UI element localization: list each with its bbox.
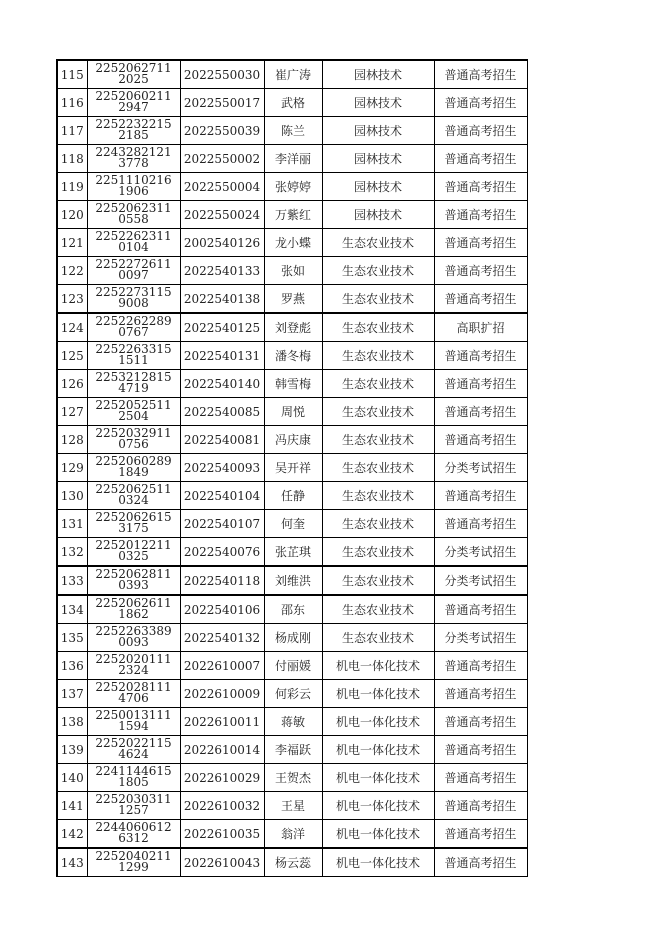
- name-cell: 刘维洪: [264, 566, 322, 595]
- major-cell: 机电一体化技术: [322, 736, 434, 764]
- id-number-cell: [87, 595, 180, 624]
- admission-type-cell: 普通高考招生: [434, 201, 527, 229]
- row-number-cell: 128: [57, 426, 87, 454]
- admission-type-cell: 普通高考招生: [434, 257, 527, 285]
- major-cell: 生态农业技术: [322, 398, 434, 426]
- id-number-text: 22520602112947: [95, 89, 172, 114]
- name-cell: 冯庆康: [264, 426, 322, 454]
- admission-type-cell: 普通高考招生: [434, 117, 527, 145]
- table-row: [57, 538, 527, 567]
- major-cell: 机电一体化技术: [322, 652, 434, 680]
- id-number-text: 22522622890767: [95, 314, 172, 339]
- name-cell: 韩雪梅: [264, 370, 322, 398]
- row-number-cell: 130: [57, 482, 87, 510]
- admission-type-cell: 普通高考招生: [434, 595, 527, 624]
- name-cell: 邵东: [264, 595, 322, 624]
- student-number-cell: 2022550017: [180, 89, 264, 117]
- name-cell: 杨成刚: [264, 624, 322, 652]
- major-cell: 机电一体化技术: [322, 764, 434, 792]
- row-number-cell: 127: [57, 398, 87, 426]
- admission-type-cell: 普通高考招生: [434, 145, 527, 173]
- admission-type-cell: 分类考试招生: [434, 624, 527, 652]
- table-row: [57, 482, 527, 510]
- row-number-cell: 139: [57, 736, 87, 764]
- name-cell: 李洋丽: [264, 145, 322, 173]
- major-cell: 生态农业技术: [322, 595, 434, 624]
- name-cell: 何彩云: [264, 680, 322, 708]
- id-number-text: 22520628110393: [95, 567, 172, 592]
- id-number-text: 22440606126312: [95, 820, 172, 845]
- student-number-cell: 2022540107: [180, 510, 264, 538]
- table-row: [57, 313, 527, 342]
- major-cell: 生态农业技术: [322, 482, 434, 510]
- row-number-cell: 143: [57, 848, 87, 877]
- major-cell: 机电一体化技术: [322, 680, 434, 708]
- name-cell: 崔广涛: [264, 60, 322, 89]
- table-row: [57, 510, 527, 538]
- name-cell: 张芷琪: [264, 538, 322, 567]
- student-number-cell: 2022610035: [180, 820, 264, 849]
- admission-type-cell: 普通高考招生: [434, 736, 527, 764]
- row-number-cell: 119: [57, 173, 87, 201]
- student-number-cell: 2002540126: [180, 229, 264, 257]
- student-number-cell: 2022540076: [180, 538, 264, 567]
- major-cell: 生态农业技术: [322, 538, 434, 567]
- name-cell: 蒋敏: [264, 708, 322, 736]
- id-number-text: 22520201112324: [95, 652, 172, 677]
- major-cell: 生态农业技术: [322, 342, 434, 370]
- student-number-cell: 2022550039: [180, 117, 264, 145]
- name-cell: 王星: [264, 792, 322, 820]
- major-cell: 生态农业技术: [322, 229, 434, 257]
- student-number-cell: 2022540104: [180, 482, 264, 510]
- name-cell: 陈兰: [264, 117, 322, 145]
- major-cell: 园林技术: [322, 117, 434, 145]
- admission-type-cell: 普通高考招生: [434, 848, 527, 877]
- student-number-cell: 2022540106: [180, 595, 264, 624]
- id-number-cell: [87, 370, 180, 398]
- name-cell: 翁洋: [264, 820, 322, 849]
- table-row: [57, 370, 527, 398]
- id-number-text: 22520623110558: [95, 201, 172, 226]
- admission-type-cell: 普通高考招生: [434, 510, 527, 538]
- admission-type-cell: 普通高考招生: [434, 426, 527, 454]
- id-number-text: 22522322152185: [95, 117, 172, 142]
- id-number-cell: [87, 538, 180, 567]
- major-cell: 园林技术: [322, 60, 434, 89]
- id-number-cell: [87, 60, 180, 89]
- row-number-cell: 137: [57, 680, 87, 708]
- major-cell: 生态农业技术: [322, 257, 434, 285]
- major-cell: 生态农业技术: [322, 624, 434, 652]
- id-number-text: 22520402111299: [95, 849, 172, 874]
- major-cell: 园林技术: [322, 173, 434, 201]
- table-row: [57, 285, 527, 314]
- table-row: [57, 764, 527, 792]
- major-cell: 机电一体化技术: [322, 708, 434, 736]
- id-number-text: 22522623110104: [95, 229, 172, 254]
- id-number-cell: [87, 764, 180, 792]
- id-number-cell: [87, 117, 180, 145]
- row-number-cell: 132: [57, 538, 87, 567]
- id-number-text: 22520221154624: [95, 736, 172, 761]
- id-number-cell: [87, 342, 180, 370]
- id-number-cell: [87, 398, 180, 426]
- table-row: [57, 426, 527, 454]
- id-number-cell: [87, 652, 180, 680]
- admission-type-cell: 普通高考招生: [434, 820, 527, 849]
- table-row: [57, 173, 527, 201]
- major-cell: 生态农业技术: [322, 454, 434, 482]
- table-row: [57, 454, 527, 482]
- row-number-cell: 120: [57, 201, 87, 229]
- id-number-text: 22520626111862: [95, 596, 172, 621]
- student-number-cell: 2022550024: [180, 201, 264, 229]
- name-cell: 潘冬梅: [264, 342, 322, 370]
- row-number-cell: 134: [57, 595, 87, 624]
- row-number-cell: 140: [57, 764, 87, 792]
- admission-type-cell: 普通高考招生: [434, 89, 527, 117]
- id-number-cell: [87, 89, 180, 117]
- admission-type-cell: 普通高考招生: [434, 398, 527, 426]
- admission-type-cell: 普通高考招生: [434, 173, 527, 201]
- student-number-cell: 2022540118: [180, 566, 264, 595]
- id-number-text: 22520626153175: [95, 510, 172, 535]
- id-number-text: 22432821213778: [95, 145, 172, 170]
- table-row: [57, 820, 527, 849]
- id-number-text: 22520525112504: [95, 398, 172, 423]
- name-cell: 周悦: [264, 398, 322, 426]
- student-number-cell: 2022610011: [180, 708, 264, 736]
- student-number-cell: 2022610014: [180, 736, 264, 764]
- id-number-text: 22511102161906: [95, 173, 172, 198]
- id-number-text: 22520625110324: [95, 482, 172, 507]
- major-cell: 生态农业技术: [322, 285, 434, 314]
- id-number-text: 22522633151511: [95, 342, 172, 367]
- id-number-cell: [87, 624, 180, 652]
- name-cell: 杨云蕊: [264, 848, 322, 877]
- major-cell: 生态农业技术: [322, 510, 434, 538]
- table-row: [57, 201, 527, 229]
- admission-type-cell: 普通高考招生: [434, 482, 527, 510]
- row-number-cell: 118: [57, 145, 87, 173]
- table-row: [57, 117, 527, 145]
- table-row: [57, 680, 527, 708]
- student-number-cell: 2022610032: [180, 792, 264, 820]
- table-row: [57, 398, 527, 426]
- admission-type-cell: 普通高考招生: [434, 285, 527, 314]
- admission-type-cell: 分类考试招生: [434, 566, 527, 595]
- id-number-text: 22520281114706: [95, 680, 172, 705]
- major-cell: 生态农业技术: [322, 313, 434, 342]
- student-number-cell: 2022540133: [180, 257, 264, 285]
- id-number-cell: [87, 145, 180, 173]
- student-number-cell: 2022540138: [180, 285, 264, 314]
- row-number-cell: 123: [57, 285, 87, 314]
- name-cell: 王贺杰: [264, 764, 322, 792]
- name-cell: 李福跃: [264, 736, 322, 764]
- table-row: [57, 229, 527, 257]
- major-cell: 园林技术: [322, 201, 434, 229]
- name-cell: 付丽媛: [264, 652, 322, 680]
- id-number-text: 22532128154719: [95, 370, 172, 395]
- name-cell: 罗燕: [264, 285, 322, 314]
- student-number-cell: 2022610007: [180, 652, 264, 680]
- id-number-text: 22520329110756: [95, 426, 172, 451]
- admission-type-cell: 普通高考招生: [434, 229, 527, 257]
- row-number-cell: 126: [57, 370, 87, 398]
- name-cell: 张如: [264, 257, 322, 285]
- row-number-cell: 133: [57, 566, 87, 595]
- table-row: [57, 60, 527, 89]
- table-row: [57, 624, 527, 652]
- table-row: [57, 708, 527, 736]
- row-number-cell: 129: [57, 454, 87, 482]
- major-cell: 生态农业技术: [322, 566, 434, 595]
- id-number-cell: [87, 229, 180, 257]
- student-number-cell: 2022610009: [180, 680, 264, 708]
- id-number-text: 22520627112025: [95, 61, 172, 86]
- id-number-cell: [87, 566, 180, 595]
- id-number-cell: [87, 201, 180, 229]
- row-number-cell: 124: [57, 313, 87, 342]
- row-number-cell: 117: [57, 117, 87, 145]
- name-cell: 吴开祥: [264, 454, 322, 482]
- name-cell: 刘登彪: [264, 313, 322, 342]
- row-number-cell: 131: [57, 510, 87, 538]
- admission-type-cell: 分类考试招生: [434, 454, 527, 482]
- id-number-text: 22411446151805: [95, 764, 172, 789]
- id-number-text: 22520602891849: [95, 454, 172, 479]
- major-cell: 生态农业技术: [322, 426, 434, 454]
- table-row: [57, 792, 527, 820]
- id-number-cell: [87, 820, 180, 849]
- student-table: [56, 59, 528, 877]
- major-cell: 机电一体化技术: [322, 848, 434, 877]
- id-number-text: 22520303111257: [95, 792, 172, 817]
- student-number-cell: 2022610043: [180, 848, 264, 877]
- table-row: [57, 736, 527, 764]
- table-row: [57, 848, 527, 877]
- row-number-cell: 138: [57, 708, 87, 736]
- student-number-cell: 2022550004: [180, 173, 264, 201]
- admission-type-cell: 普通高考招生: [434, 342, 527, 370]
- row-number-cell: 122: [57, 257, 87, 285]
- row-number-cell: 135: [57, 624, 87, 652]
- id-number-cell: [87, 708, 180, 736]
- id-number-cell: [87, 257, 180, 285]
- name-cell: 任静: [264, 482, 322, 510]
- student-number-cell: 2022550030: [180, 60, 264, 89]
- admission-type-cell: 分类考试招生: [434, 538, 527, 567]
- id-number-cell: [87, 482, 180, 510]
- id-number-text: 22500131111594: [95, 708, 172, 733]
- id-number-text: 22520122110325: [95, 538, 172, 563]
- name-cell: 何奎: [264, 510, 322, 538]
- id-number-cell: [87, 426, 180, 454]
- name-cell: 万紫红: [264, 201, 322, 229]
- student-number-cell: 2022540140: [180, 370, 264, 398]
- admission-type-cell: 普通高考招生: [434, 792, 527, 820]
- row-number-cell: 141: [57, 792, 87, 820]
- table-row: [57, 89, 527, 117]
- table-row: [57, 652, 527, 680]
- major-cell: 园林技术: [322, 145, 434, 173]
- table-row: [57, 342, 527, 370]
- table-row: [57, 145, 527, 173]
- table-row: [57, 566, 527, 595]
- row-number-cell: 121: [57, 229, 87, 257]
- table-row: [57, 595, 527, 624]
- major-cell: 机电一体化技术: [322, 820, 434, 849]
- id-number-cell: [87, 848, 180, 877]
- admission-type-cell: 普通高考招生: [434, 680, 527, 708]
- id-number-cell: [87, 173, 180, 201]
- row-number-cell: 125: [57, 342, 87, 370]
- admission-type-cell: 普通高考招生: [434, 708, 527, 736]
- id-number-cell: [87, 285, 180, 314]
- name-cell: 龙小蝶: [264, 229, 322, 257]
- row-number-cell: 142: [57, 820, 87, 849]
- admission-type-cell: 普通高考招生: [434, 764, 527, 792]
- id-number-cell: [87, 736, 180, 764]
- student-number-cell: 2022540131: [180, 342, 264, 370]
- student-number-cell: 2022540085: [180, 398, 264, 426]
- row-number-cell: 136: [57, 652, 87, 680]
- student-number-cell: 2022550002: [180, 145, 264, 173]
- row-number-cell: 116: [57, 89, 87, 117]
- major-cell: 生态农业技术: [322, 370, 434, 398]
- student-number-cell: 2022540081: [180, 426, 264, 454]
- id-number-cell: [87, 792, 180, 820]
- major-cell: 园林技术: [322, 89, 434, 117]
- student-number-cell: 2022540132: [180, 624, 264, 652]
- student-number-cell: 2022540125: [180, 313, 264, 342]
- id-number-cell: [87, 454, 180, 482]
- admission-type-cell: 普通高考招生: [434, 652, 527, 680]
- id-number-text: 22522731159008: [95, 285, 172, 310]
- row-number-cell: 115: [57, 60, 87, 89]
- admission-type-cell: 高职扩招: [434, 313, 527, 342]
- name-cell: 武格: [264, 89, 322, 117]
- id-number-cell: [87, 313, 180, 342]
- id-number-text: 22522726110097: [95, 257, 172, 282]
- student-number-cell: 2022540093: [180, 454, 264, 482]
- admission-type-cell: 普通高考招生: [434, 370, 527, 398]
- id-number-text: 22522633890093: [95, 624, 172, 649]
- id-number-cell: [87, 680, 180, 708]
- major-cell: 机电一体化技术: [322, 792, 434, 820]
- table-row: [57, 257, 527, 285]
- id-number-cell: [87, 510, 180, 538]
- admission-type-cell: 普通高考招生: [434, 60, 527, 89]
- name-cell: 张婷婷: [264, 173, 322, 201]
- student-number-cell: 2022610029: [180, 764, 264, 792]
